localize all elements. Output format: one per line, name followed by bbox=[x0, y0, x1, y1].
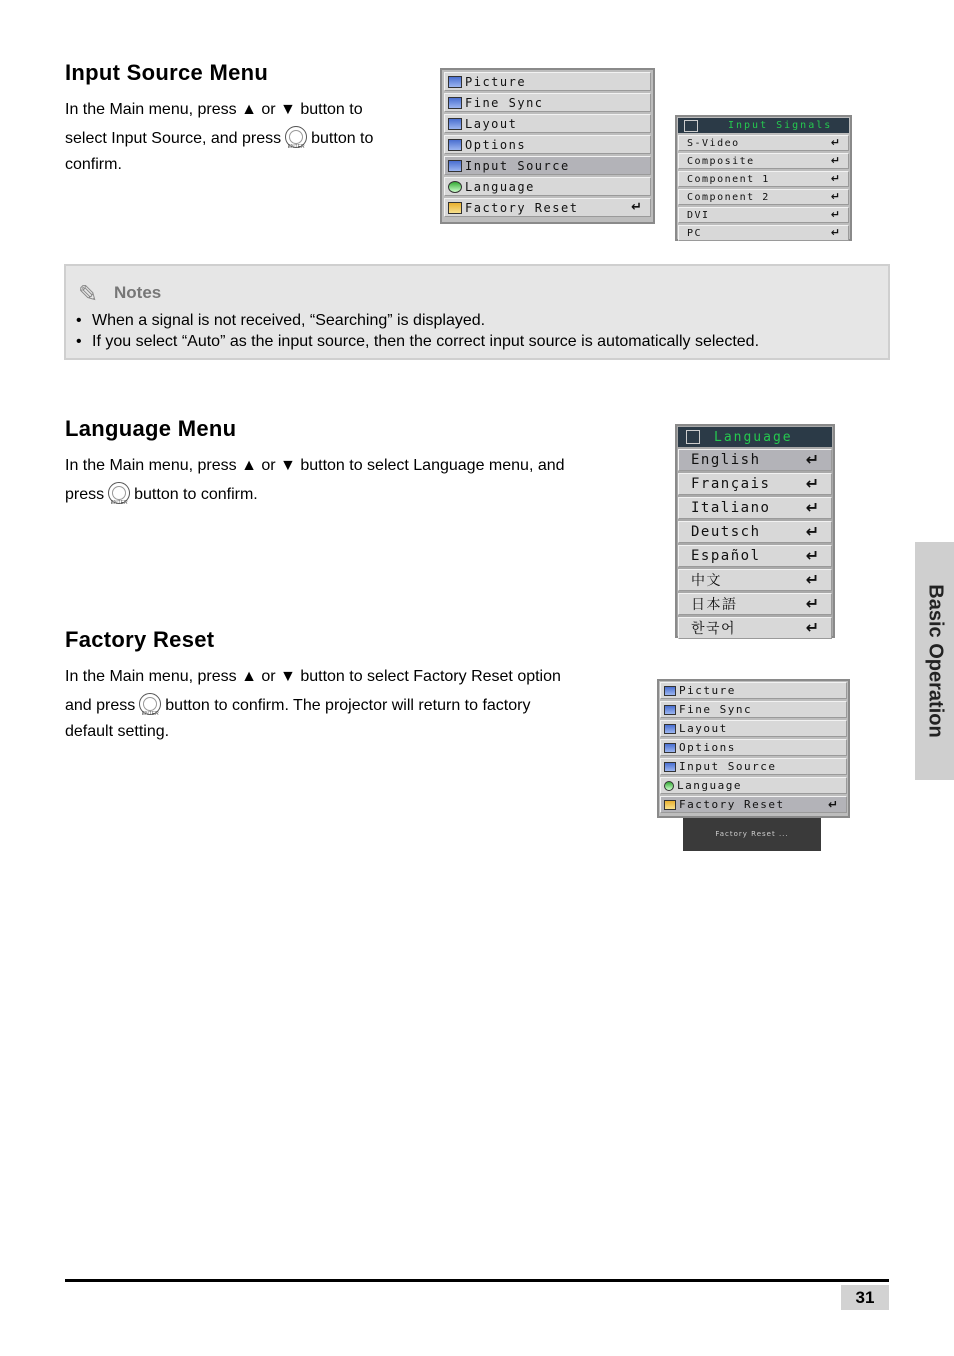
notes-box bbox=[64, 264, 890, 360]
language-item-deutsch[interactable] bbox=[678, 521, 832, 543]
language-instructions bbox=[65, 451, 625, 509]
language-item-espanol[interactable] bbox=[678, 545, 832, 567]
menu-item-label: Options bbox=[679, 741, 736, 754]
instruction-line: In the Main menu, press ▲ or ▼ button to select Factory Reset option bbox=[65, 668, 561, 685]
return-icon: ↵ bbox=[805, 546, 819, 566]
signal-item[interactable] bbox=[678, 135, 849, 151]
instruction-line bbox=[65, 691, 625, 720]
signal-label: S-Video bbox=[687, 137, 740, 149]
folder-icon bbox=[664, 800, 676, 810]
instruction-text: button to confirm. bbox=[134, 486, 258, 503]
instruction-line bbox=[65, 480, 625, 509]
return-icon: ↵ bbox=[830, 226, 840, 240]
return-icon: ↵ bbox=[830, 190, 840, 204]
language-item-italiano[interactable] bbox=[678, 497, 832, 519]
instruction-text: button to confirm. The projector will return to factory bbox=[165, 697, 531, 714]
input-source-instructions bbox=[65, 95, 425, 176]
main-menu-osd bbox=[440, 68, 655, 224]
language-osd bbox=[675, 424, 835, 638]
return-icon: ↵ bbox=[830, 154, 840, 168]
factory-reset-popup: Factory Reset ... bbox=[683, 818, 821, 851]
language-label: Deutsch bbox=[691, 524, 761, 540]
instruction-line: confirm. bbox=[65, 156, 122, 173]
language-label: Italiano bbox=[691, 500, 771, 516]
menu-item-layout[interactable] bbox=[444, 114, 651, 133]
input-source-icon bbox=[664, 762, 676, 772]
note-text: If you select “Auto” as the input source, then the correct input source is automatically selected. bbox=[92, 333, 760, 350]
globe-icon bbox=[664, 781, 674, 791]
return-icon: ↵ bbox=[805, 618, 819, 638]
menu-title: Language bbox=[714, 429, 793, 445]
return-icon: ↵ bbox=[805, 594, 819, 614]
input-signals-header bbox=[678, 118, 849, 133]
language-item-english[interactable] bbox=[678, 449, 832, 471]
return-icon: ↵ bbox=[805, 522, 819, 542]
menu-item-label: Layout bbox=[679, 722, 728, 735]
language-item-francais[interactable] bbox=[678, 473, 832, 495]
enter-button-icon: ENTER bbox=[139, 693, 161, 715]
instruction-text: and press bbox=[65, 697, 136, 714]
instruction-text: select Input Source, and press bbox=[65, 130, 282, 147]
menu-item-factory-reset[interactable] bbox=[660, 796, 847, 813]
language-item-korean[interactable] bbox=[678, 617, 832, 639]
input-signals-osd bbox=[675, 115, 852, 241]
globe-icon bbox=[686, 430, 700, 444]
menu-item-factory-reset[interactable] bbox=[444, 198, 651, 217]
signal-label: PC bbox=[687, 227, 703, 239]
picture-icon bbox=[448, 76, 462, 88]
globe-icon bbox=[448, 181, 462, 193]
menu-item-label: Input Source bbox=[465, 158, 570, 173]
menu-item-label: Options bbox=[465, 137, 527, 152]
language-item-japanese[interactable] bbox=[678, 593, 832, 615]
menu-item-label: Factory Reset bbox=[679, 798, 785, 811]
notes-title: Notes bbox=[114, 283, 162, 302]
signal-item[interactable] bbox=[678, 189, 849, 205]
return-icon: ↵ bbox=[805, 498, 819, 518]
return-icon: ↵ bbox=[631, 199, 642, 215]
signal-label: Composite bbox=[687, 155, 755, 167]
menu-item-label: Language bbox=[465, 179, 535, 194]
return-icon: ↵ bbox=[805, 570, 819, 590]
language-label: 日本語 bbox=[691, 597, 738, 613]
layout-icon bbox=[448, 118, 462, 130]
menu-item-input-source[interactable] bbox=[660, 758, 847, 775]
options-icon bbox=[448, 139, 462, 151]
menu-item-fine-sync[interactable] bbox=[444, 93, 651, 112]
side-tab-label: Basic Operation bbox=[924, 584, 946, 738]
instruction-text: button to bbox=[311, 130, 374, 147]
note-item bbox=[76, 331, 759, 352]
menu-item-label: Language bbox=[677, 779, 742, 792]
instruction-line: In the Main menu, press ▲ or ▼ button to bbox=[65, 101, 363, 118]
menu-item-options[interactable] bbox=[444, 135, 651, 154]
footer-rule bbox=[65, 1279, 889, 1282]
return-icon: ↵ bbox=[827, 797, 838, 812]
return-icon: ↵ bbox=[830, 136, 840, 150]
signal-label: Component 1 bbox=[687, 173, 770, 185]
signal-label: Component 2 bbox=[687, 191, 770, 203]
folder-icon bbox=[448, 202, 462, 214]
instruction-line bbox=[65, 124, 425, 153]
note-item bbox=[76, 310, 759, 331]
language-item-chinese[interactable] bbox=[678, 569, 832, 591]
fine-sync-icon bbox=[664, 705, 676, 715]
menu-item-input-source[interactable] bbox=[444, 156, 651, 175]
menu-title: Input Signals bbox=[728, 120, 833, 131]
menu-item-picture[interactable] bbox=[660, 682, 847, 699]
fine-sync-icon bbox=[448, 97, 462, 109]
note-text: When a signal is not received, “Searching” is displayed. bbox=[92, 312, 486, 329]
menu-item-language[interactable] bbox=[444, 177, 651, 196]
language-label: 한국어 bbox=[691, 621, 737, 637]
return-icon: ↵ bbox=[805, 474, 819, 494]
return-icon: ↵ bbox=[805, 450, 819, 470]
menu-item-label: Factory Reset bbox=[465, 200, 579, 215]
language-label: Français bbox=[691, 476, 771, 492]
menu-item-fine-sync[interactable] bbox=[660, 701, 847, 718]
return-icon: ↵ bbox=[830, 172, 840, 186]
signal-label: DVI bbox=[687, 209, 710, 221]
language-heading: Language Menu bbox=[65, 416, 237, 441]
enter-button-icon: ENTER bbox=[108, 482, 130, 504]
section-side-tab bbox=[915, 542, 954, 780]
signal-item[interactable] bbox=[678, 225, 849, 241]
menu-item-label: Fine Sync bbox=[465, 95, 544, 110]
signal-item[interactable] bbox=[678, 171, 849, 187]
instruction-line: default setting. bbox=[65, 723, 170, 740]
menu-item-label: Layout bbox=[465, 116, 518, 131]
layout-icon bbox=[664, 724, 676, 734]
language-label: Español bbox=[691, 548, 761, 564]
pencil-icon: ✎ bbox=[78, 281, 99, 308]
menu-item-picture[interactable] bbox=[444, 72, 651, 91]
language-label: English bbox=[691, 452, 761, 468]
input-source-icon bbox=[684, 120, 698, 132]
input-source-heading: Input Source Menu bbox=[65, 60, 269, 85]
signal-item[interactable] bbox=[678, 153, 849, 169]
picture-icon bbox=[664, 686, 676, 696]
menu-item-label: Input Source bbox=[679, 760, 777, 773]
menu-item-layout[interactable] bbox=[660, 720, 847, 737]
main-menu-osd-factory bbox=[657, 679, 850, 818]
language-header bbox=[678, 427, 832, 447]
menu-item-label: Picture bbox=[679, 684, 736, 697]
menu-item-label: Picture bbox=[465, 74, 527, 89]
language-label: 中文 bbox=[691, 573, 722, 589]
menu-item-language[interactable] bbox=[660, 777, 847, 794]
return-icon: ↵ bbox=[830, 208, 840, 222]
enter-button-icon: ENTER bbox=[285, 126, 307, 148]
factory-reset-heading: Factory Reset bbox=[65, 627, 215, 652]
factory-reset-instructions bbox=[65, 662, 625, 743]
signal-item[interactable] bbox=[678, 207, 849, 223]
page-number: 31 bbox=[841, 1285, 889, 1310]
notes-list bbox=[76, 310, 759, 352]
menu-item-label: Fine Sync bbox=[679, 703, 753, 716]
options-icon bbox=[664, 743, 676, 753]
input-source-icon bbox=[448, 160, 462, 172]
instruction-text: press bbox=[65, 486, 105, 503]
instruction-line: In the Main menu, press ▲ or ▼ button to select Language menu, and bbox=[65, 457, 565, 474]
menu-item-options[interactable] bbox=[660, 739, 847, 756]
